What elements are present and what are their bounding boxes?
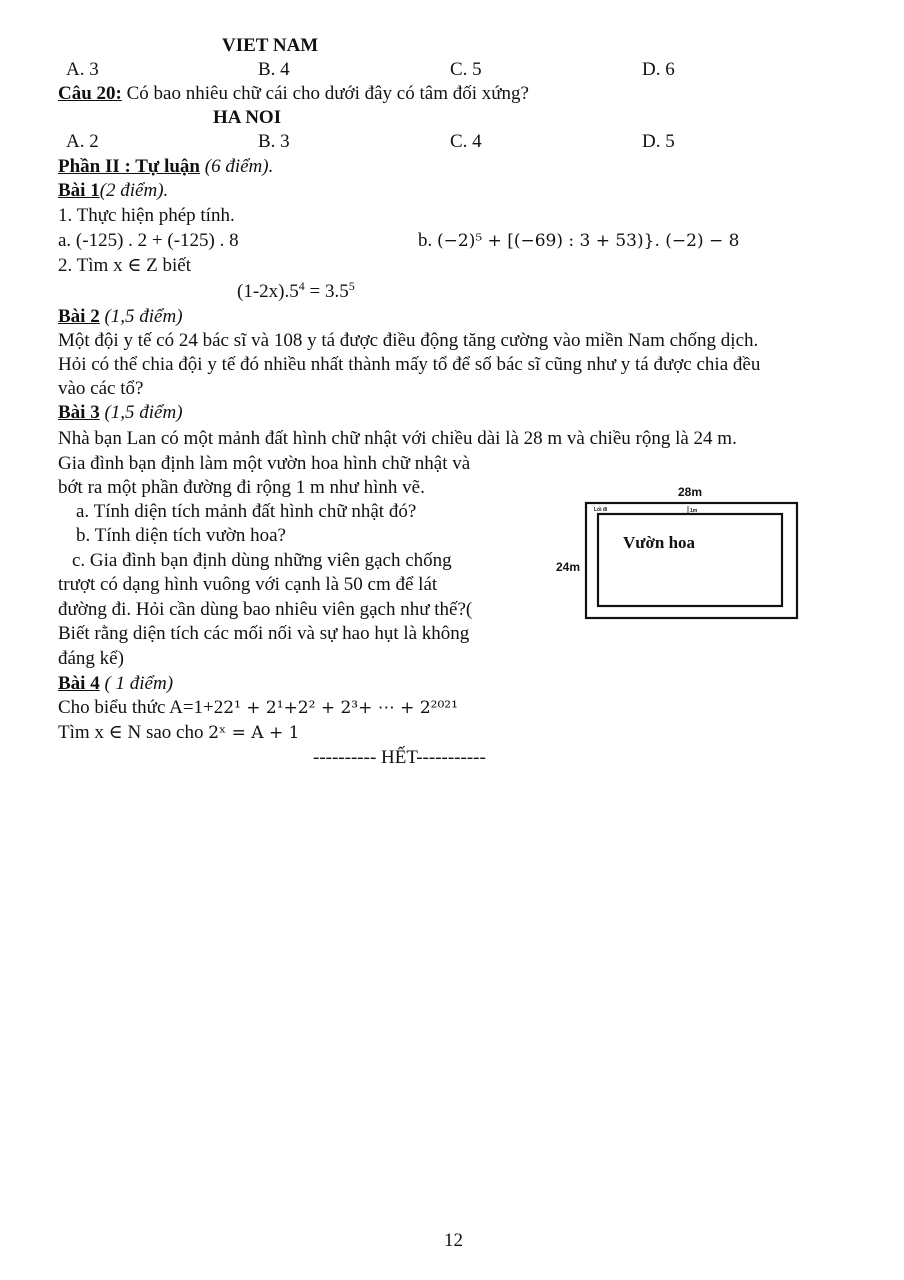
- page-number: 12: [444, 1230, 463, 1251]
- end-marker: ---------- HẾT-----------: [313, 747, 486, 768]
- bai4-find-prefix: Tìm x ∈ N sao cho: [58, 722, 209, 743]
- figure-garden-label: Vườn hoa: [622, 533, 696, 552]
- land-figure: [550, 478, 810, 628]
- bai1-equation: [237, 279, 355, 302]
- q20-option-a: A. 2: [66, 131, 99, 152]
- bai4-points: ( 1 điểm): [99, 673, 174, 694]
- bai1-label: Bài 1: [58, 180, 100, 201]
- bai3-heading: [58, 403, 183, 422]
- bai2-line-1: Một đội y tế có 24 bác sĩ và 108 y tá được điều động tăng cường vào miền Nam chống dịch.: [58, 330, 759, 351]
- bai3-points: (1,5 điểm): [99, 402, 183, 423]
- bai2-line-2: Hỏi có thể chia đội y tế đó nhiều nhất thành mấy tổ để số bác sĩ cũng như y tá được chia đều: [58, 354, 761, 375]
- bai3-line-3: bớt ra một phần đường đi rộng 1 m như hình vẽ.: [58, 477, 425, 498]
- q20-option-d: D. 5: [642, 131, 675, 152]
- bai3-line-9: Biết rằng diện tích các mối nối và sự hao hụt là không: [58, 623, 470, 644]
- bai2-label: Bài 2: [58, 306, 100, 327]
- bai4-find: [58, 723, 299, 742]
- bai2-line-3: vào các tổ?: [58, 378, 144, 399]
- bai4-find-expr: 2ˣ = A + 1: [208, 723, 300, 743]
- bai3-line-2: Gia đình bạn định làm một vườn hoa hình chữ nhật và: [58, 453, 471, 474]
- bai1-item2: 2. Tìm x ∈ Z biết: [58, 255, 191, 276]
- q20-option-b: B. 3: [258, 131, 290, 152]
- bai3-label: Bài 3: [58, 402, 100, 423]
- eq-mid: = 3.5: [304, 281, 349, 302]
- bai2-heading: [58, 307, 183, 326]
- bai4-expr-prefix: Cho biểu thức A=1+2: [58, 697, 224, 718]
- land-outer-rect: [586, 503, 797, 618]
- q19-word: VIET NAM: [222, 35, 319, 56]
- bai4-heading: [58, 674, 173, 693]
- figure-top-label: 28m: [677, 485, 703, 499]
- bai2-points: (1,5 điểm): [99, 306, 183, 327]
- bai3-line-8: đường đi. Hỏi cần dùng bao nhiêu viên gạch như thế?(: [58, 599, 473, 620]
- q20-label: Câu 20:: [58, 83, 122, 104]
- bai1-b-prefix: b.: [418, 230, 437, 251]
- bai1-points: (2 điểm).: [99, 180, 169, 201]
- figure-width-label: 1m: [690, 508, 698, 514]
- bai1-part-b: [418, 231, 739, 250]
- q20-option-c: C. 4: [450, 131, 482, 152]
- q19-option-b: B. 4: [258, 59, 290, 80]
- bai4-expression: [58, 698, 458, 717]
- bai1-item1: 1. Thực hiện phép tính.: [58, 205, 235, 226]
- figure-side-label: 24m: [556, 560, 581, 574]
- bai3-part-b: b. Tính diện tích vườn hoa?: [76, 525, 286, 546]
- bai4-expr-rest: 2¹ + 2¹+2² + 2³+ ⋯ + 2²⁰²¹: [223, 698, 458, 718]
- bai1-heading: [58, 181, 168, 200]
- eq-left: (1-2x).5: [237, 281, 299, 302]
- q20-text: Có bao nhiêu chữ cái cho dưới đây có tâm đối xứng?: [121, 83, 529, 104]
- q20-question: [58, 84, 529, 103]
- bai3-part-a: a. Tính diện tích mảnh đất hình chữ nhật đó?: [76, 501, 417, 522]
- part2-points: (6 điểm).: [200, 156, 274, 177]
- q20-word: HA NOI: [213, 107, 282, 128]
- bai4-label: Bài 4: [58, 673, 100, 694]
- q19-option-d: D. 6: [642, 59, 675, 80]
- q19-option-c: C. 5: [450, 59, 482, 80]
- garden-inner-rect: [598, 514, 782, 606]
- part2-label: Phần II : Tự luận: [58, 156, 200, 177]
- eq-exp2: 5: [348, 279, 355, 293]
- q19-option-a: A. 3: [66, 59, 99, 80]
- part2-heading: [58, 157, 273, 176]
- figure-path-label: Lối đi: [594, 507, 608, 513]
- bai3-line-1: Nhà bạn Lan có một mảnh đất hình chữ nhật với chiều dài là 28 m và chiều rộng là 24 m.: [58, 428, 737, 449]
- bai1-b-expression: (−2)⁵ + [(−69) : 3 + 53)}. (−2) − 8: [437, 231, 740, 251]
- eq-exp1: 4: [298, 279, 305, 293]
- bai3-part-c: c. Gia đình bạn định dùng những viên gạch chống: [72, 550, 452, 571]
- bai1-part-a: a. (-125) . 2 + (-125) . 8: [58, 230, 239, 251]
- bai3-line-7: trượt có dạng hình vuông với cạnh là 50 cm để lát: [58, 574, 438, 595]
- bai3-line-10: đáng kể): [58, 648, 124, 669]
